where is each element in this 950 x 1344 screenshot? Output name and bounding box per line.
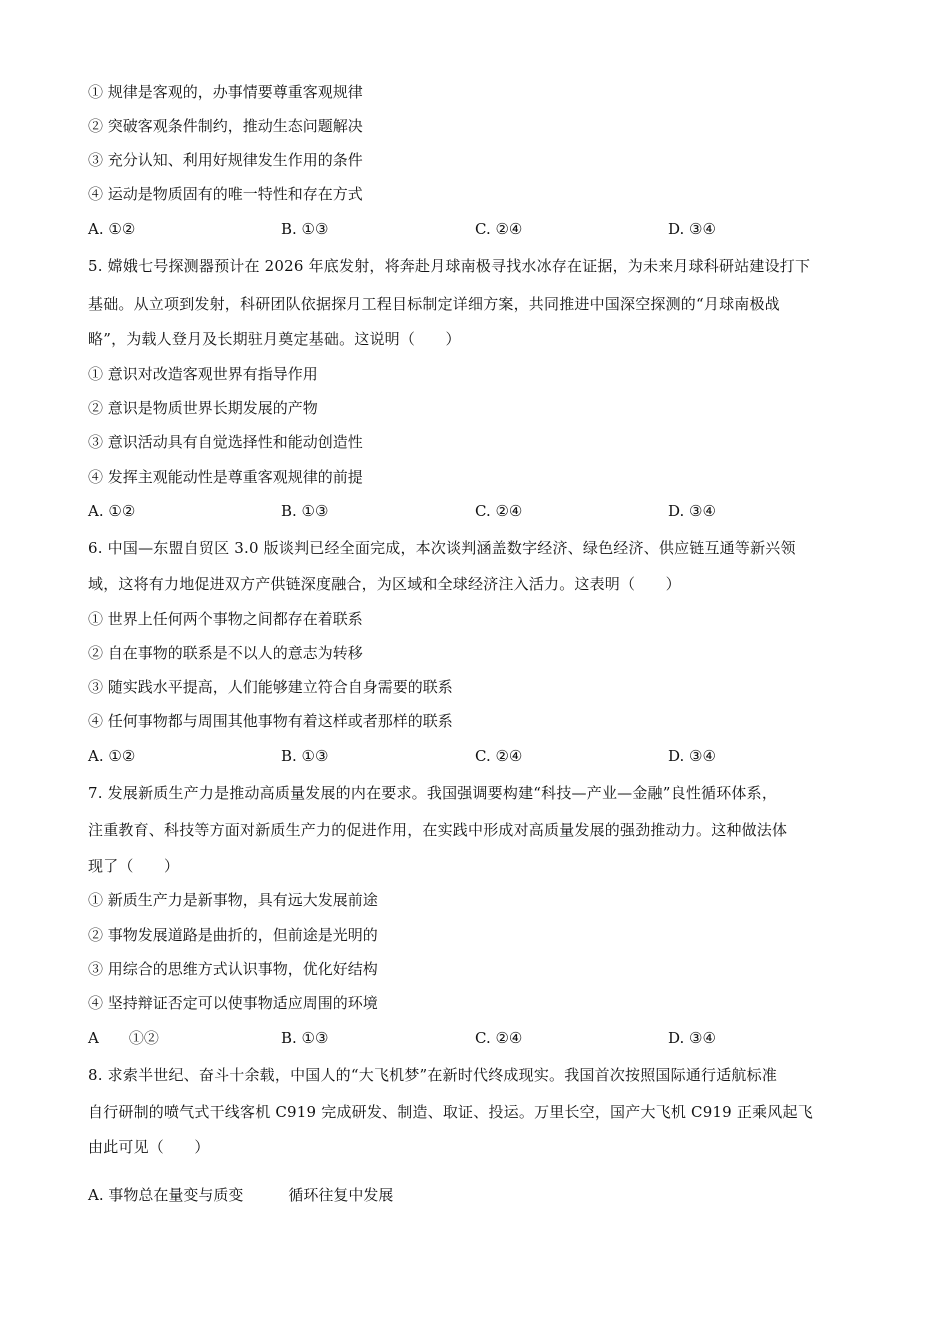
- q5-stem-line-3: 略”，为载人登月及长期驻月奠定基础。这说明（ ）: [88, 330, 461, 348]
- q4-option-a: A. ①②: [88, 220, 136, 238]
- q4-statement-3: ③ 充分认知、利用好规律发生作用的条件: [88, 151, 363, 169]
- q5-option-b: B. ①③: [281, 502, 329, 520]
- q6-option-a: A. ①②: [88, 747, 136, 765]
- q5-statement-4: ④ 发挥主观能动性是尊重客观规律的前提: [88, 468, 363, 486]
- q6-statement-4: ④ 任何事物都与周围其他事物有着这样或者那样的联系: [88, 712, 453, 730]
- q6-stem-line-2: 域，这将有力地促进双方产供链深度融合，为区域和全球经济注入活力。这表明（ ）: [88, 575, 681, 593]
- q7-option-c: C. ②④: [475, 1029, 523, 1047]
- q6-option-d: D. ③④: [668, 747, 716, 765]
- q7-statement-2: ② 事物发展道路是曲折的，但前途是光明的: [88, 926, 378, 944]
- q8-stem-line-1: 8. 求索半世纪、奋斗十余载，中国人的“大飞机梦”在新时代终成现实。我国首次按照国际通行适航标准: [88, 1066, 778, 1084]
- q6-stem-line-1: 6. 中国—东盟自贸区 3.0 版谈判已经全面完成，本次谈判涵盖数字经济、绿色经济、供应链互通等新兴领: [88, 539, 796, 557]
- q6-option-b: B. ①③: [281, 747, 329, 765]
- q7-statement-1: ① 新质生产力是新事物，具有远大发展前途: [88, 891, 378, 909]
- q4-option-d: D. ③④: [668, 220, 716, 238]
- q5-stem-line-2: 基础。从立项到发射，科研团队依据探月工程目标制定详细方案，共同推进中国深空探测的“月球南极战: [88, 295, 780, 313]
- q5-statement-3: ③ 意识活动具有自觉选择性和能动创造性: [88, 433, 363, 451]
- q5-stem-line-1: 5. 嫦娥七号探测器预计在 2026 年底发射，将奔赴月球南极寻找水冰存在证据，为未来月球科研站建设打下: [88, 257, 811, 275]
- q5-statement-1: ① 意识对改造客观世界有指导作用: [88, 365, 318, 383]
- q6-statement-1: ① 世界上任何两个事物之间都存在着联系: [88, 610, 363, 628]
- q4-statement-4: ④ 运动是物质固有的唯一特性和存在方式: [88, 185, 363, 203]
- q7-stem-line-2: 注重教育、科技等方面对新质生产力的促进作用，在实践中形成对高质量发展的强劲推动力。这种做法体: [88, 821, 788, 839]
- q5-option-a: A. ①②: [88, 502, 136, 520]
- q6-option-c: C. ②④: [475, 747, 523, 765]
- q6-statement-2: ② 自在事物的联系是不以人的意志为转移: [88, 644, 363, 662]
- q7-statement-4: ④ 坚持辩证否定可以使事物适应周围的环境: [88, 994, 378, 1012]
- q7-stem-line-3: 现了（ ）: [88, 857, 180, 875]
- q4-statement-2: ② 突破客观条件制约，推动生态问题解决: [88, 117, 363, 135]
- q5-statement-2: ② 意识是物质世界长期发展的产物: [88, 399, 318, 417]
- q4-option-c: C. ②④: [475, 220, 523, 238]
- q6-statement-3: ③ 随实践水平提高，人们能够建立符合自身需要的联系: [88, 678, 453, 696]
- q7-option-b: B. ①③: [281, 1029, 329, 1047]
- q4-option-b: B. ①③: [281, 220, 329, 238]
- q5-option-c: C. ②④: [475, 502, 523, 520]
- q4-statement-1: ① 规律是客观的，办事情要尊重客观规律: [88, 83, 363, 101]
- q5-option-d: D. ③④: [668, 502, 716, 520]
- q7-option-d: D. ③④: [668, 1029, 716, 1047]
- q7-stem-line-1: 7. 发展新质生产力是推动高质量发展的内在要求。我国强调要构建“科技—产业—金融”良性循环体系，: [88, 784, 778, 802]
- q7-option-a: A ①②: [88, 1029, 159, 1047]
- q8-stem-line-3: 由此可见（ ）: [88, 1138, 210, 1156]
- q8-stem-line-2: 自行研制的喷气式干线客机 C919 完成研发、制造、取证、投运。万里长空，国产大飞机 C919 正乘风起飞: [88, 1103, 813, 1121]
- q8-option-a: A. 事物总在量变与质变 循环往复中发展: [88, 1186, 394, 1204]
- q7-statement-3: ③ 用综合的思维方式认识事物，优化好结构: [88, 960, 378, 978]
